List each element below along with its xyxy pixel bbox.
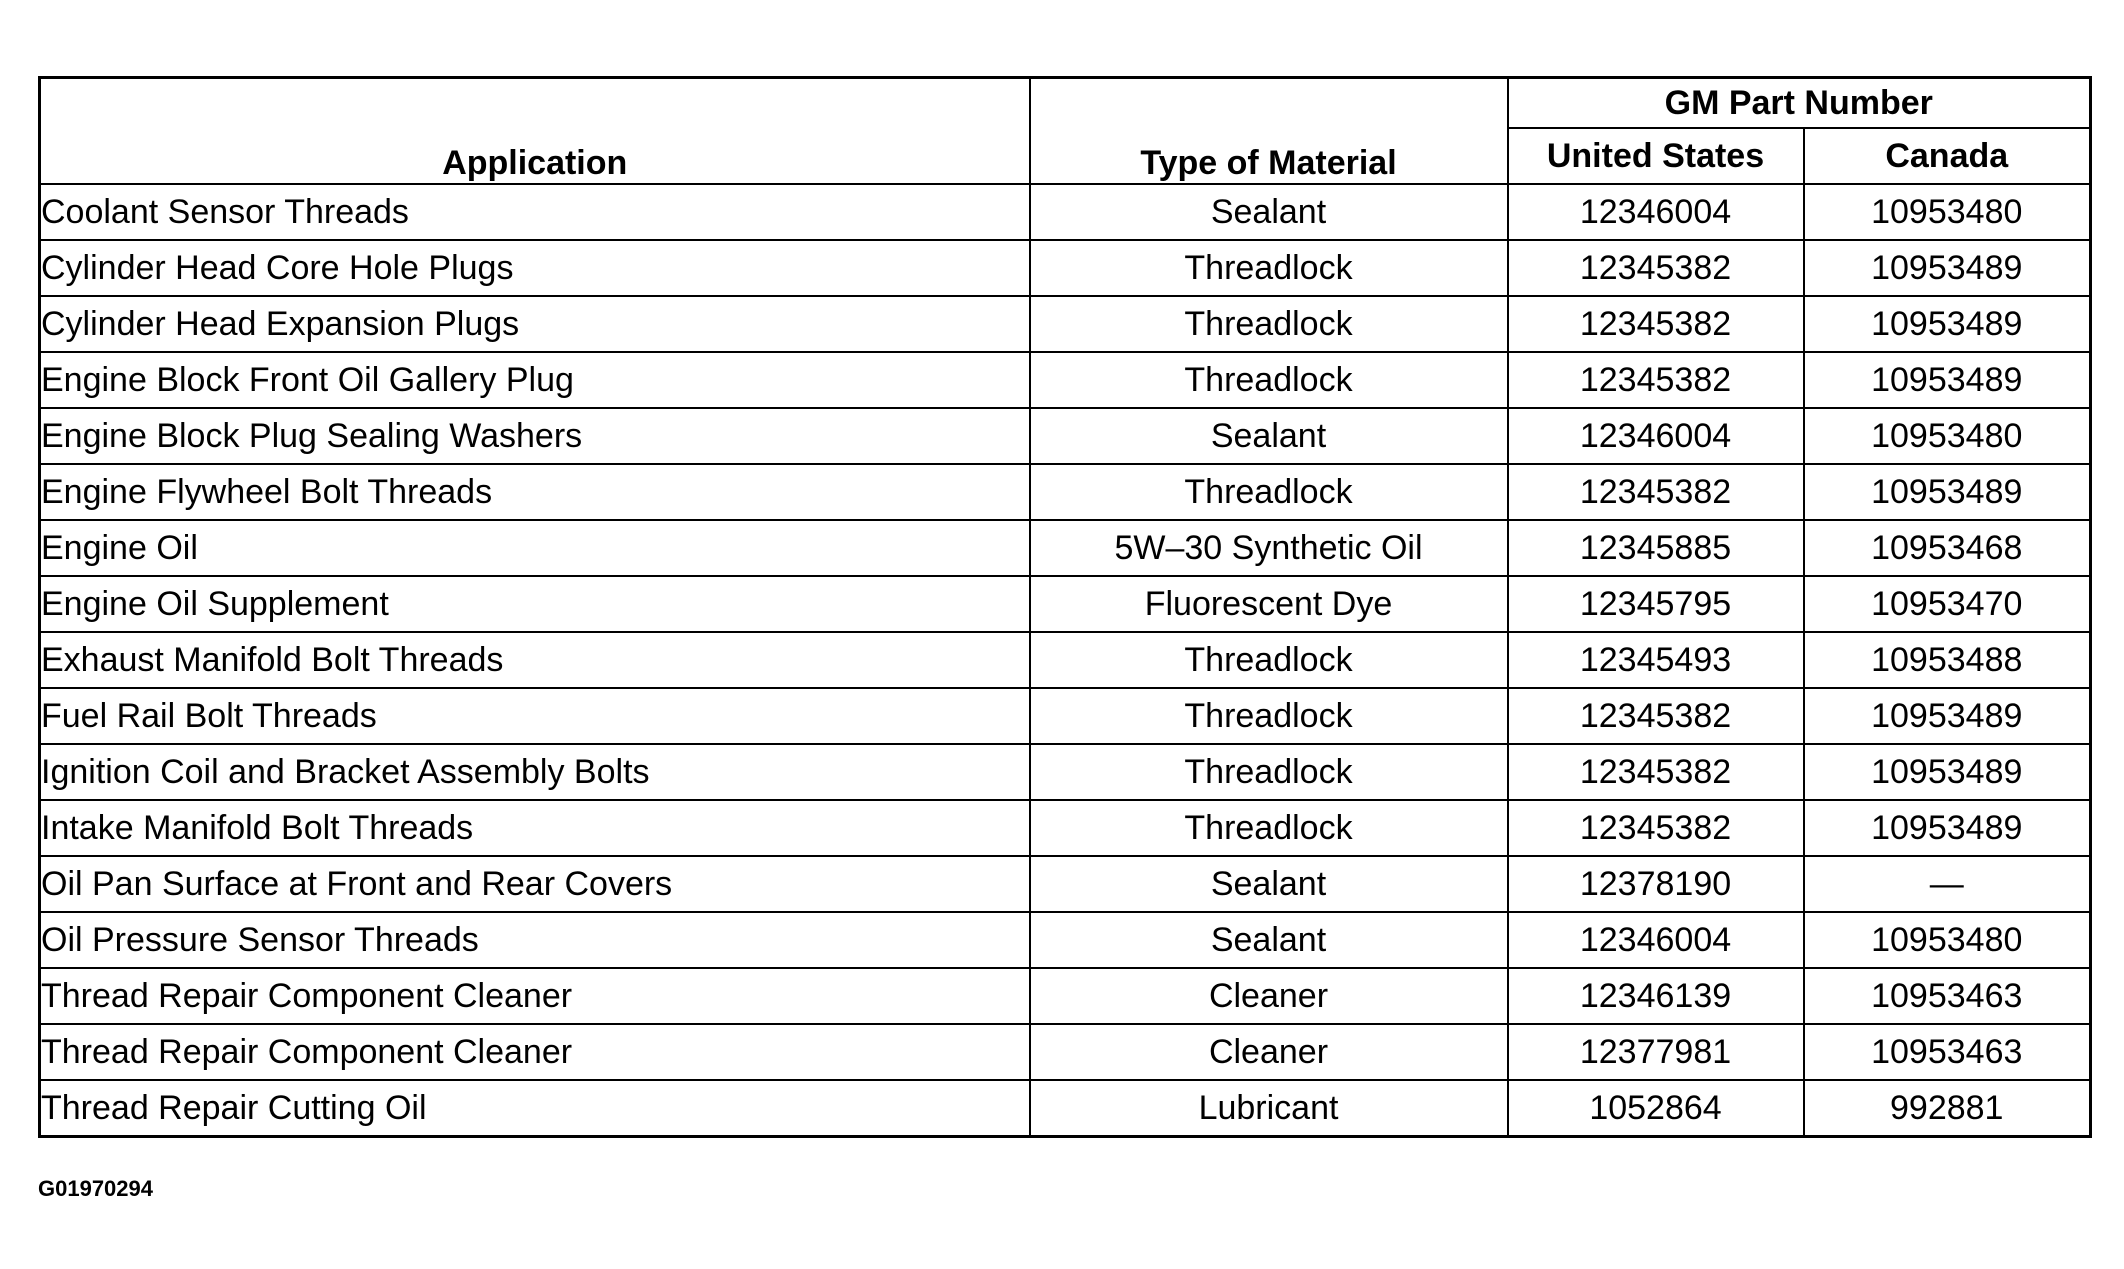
table-row: [40, 800, 2091, 856]
cell-us-part-number: 12346004: [1508, 912, 1804, 968]
cell-type-of-material: Sealant: [1030, 408, 1508, 464]
cell-application: Exhaust Manifold Bolt Threads: [40, 632, 1030, 688]
table-row: [40, 1024, 2091, 1080]
cell-us-part-number: 12345382: [1508, 800, 1804, 856]
cell-application: Engine Oil Supplement: [40, 576, 1030, 632]
header-united-states: United States: [1508, 128, 1804, 184]
cell-type-of-material: Threadlock: [1030, 744, 1508, 800]
cell-canada-part-number: 10953463: [1804, 1024, 2091, 1080]
cell-application: Oil Pan Surface at Front and Rear Covers: [40, 856, 1030, 912]
cell-us-part-number: 12345493: [1508, 632, 1804, 688]
cell-canada-part-number: 10953489: [1804, 688, 2091, 744]
header-canada: Canada: [1804, 128, 2091, 184]
table-row: [40, 520, 2091, 576]
cell-application: Cylinder Head Expansion Plugs: [40, 296, 1030, 352]
cell-us-part-number: 12345382: [1508, 464, 1804, 520]
cell-canada-part-number: 10953488: [1804, 632, 2091, 688]
table-row: [40, 1080, 2091, 1137]
parts-table-container: [38, 76, 2089, 1138]
cell-application: Thread Repair Component Cleaner: [40, 968, 1030, 1024]
cell-type-of-material: 5W–30 Synthetic Oil: [1030, 520, 1508, 576]
cell-us-part-number: 12346004: [1508, 408, 1804, 464]
cell-application: Engine Block Front Oil Gallery Plug: [40, 352, 1030, 408]
cell-canada-part-number: 10953480: [1804, 184, 2091, 240]
cell-canada-part-number: 10953489: [1804, 800, 2091, 856]
table-row: [40, 464, 2091, 520]
cell-type-of-material: Threadlock: [1030, 688, 1508, 744]
cell-us-part-number: 12345795: [1508, 576, 1804, 632]
header-application: Application: [40, 78, 1030, 185]
header-type-of-material: Type of Material: [1030, 78, 1508, 185]
cell-application: Intake Manifold Bolt Threads: [40, 800, 1030, 856]
table-row: [40, 352, 2091, 408]
table-row: [40, 688, 2091, 744]
cell-application: Engine Oil: [40, 520, 1030, 576]
cell-type-of-material: Threadlock: [1030, 240, 1508, 296]
cell-us-part-number: 12346004: [1508, 184, 1804, 240]
cell-application: Cylinder Head Core Hole Plugs: [40, 240, 1030, 296]
table-row: [40, 240, 2091, 296]
cell-canada-part-number: 10953480: [1804, 912, 2091, 968]
cell-application: Engine Block Plug Sealing Washers: [40, 408, 1030, 464]
table-row: [40, 968, 2091, 1024]
cell-canada-part-number: 10953468: [1804, 520, 2091, 576]
cell-canada-part-number: 992881: [1804, 1080, 2091, 1137]
cell-canada-part-number: 10953463: [1804, 968, 2091, 1024]
cell-type-of-material: Sealant: [1030, 912, 1508, 968]
cell-type-of-material: Threadlock: [1030, 632, 1508, 688]
cell-type-of-material: Cleaner: [1030, 968, 1508, 1024]
table-row: [40, 576, 2091, 632]
cell-application: Engine Flywheel Bolt Threads: [40, 464, 1030, 520]
cell-canada-part-number: 10953489: [1804, 464, 2091, 520]
cell-type-of-material: Cleaner: [1030, 1024, 1508, 1080]
cell-us-part-number: 1052864: [1508, 1080, 1804, 1137]
cell-application: Oil Pressure Sensor Threads: [40, 912, 1030, 968]
cell-us-part-number: 12346139: [1508, 968, 1804, 1024]
header-row-top: [40, 78, 2091, 129]
cell-canada-part-number: 10953480: [1804, 408, 2091, 464]
cell-us-part-number: 12345382: [1508, 688, 1804, 744]
cell-application: Fuel Rail Bolt Threads: [40, 688, 1030, 744]
cell-us-part-number: 12345382: [1508, 296, 1804, 352]
cell-canada-part-number: 10953489: [1804, 352, 2091, 408]
cell-type-of-material: Threadlock: [1030, 464, 1508, 520]
cell-canada-part-number: 10953489: [1804, 296, 2091, 352]
table-row: [40, 296, 2091, 352]
table-row: [40, 744, 2091, 800]
cell-us-part-number: 12345885: [1508, 520, 1804, 576]
cell-type-of-material: Threadlock: [1030, 352, 1508, 408]
cell-us-part-number: 12377981: [1508, 1024, 1804, 1080]
table-row: [40, 632, 2091, 688]
cell-us-part-number: 12345382: [1508, 352, 1804, 408]
cell-type-of-material: Sealant: [1030, 856, 1508, 912]
cell-canada-part-number: 10953489: [1804, 240, 2091, 296]
cell-type-of-material: Lubricant: [1030, 1080, 1508, 1137]
cell-application: Thread Repair Component Cleaner: [40, 1024, 1030, 1080]
table-row: [40, 408, 2091, 464]
cell-application: Ignition Coil and Bracket Assembly Bolts: [40, 744, 1030, 800]
cell-us-part-number: 12378190: [1508, 856, 1804, 912]
cell-us-part-number: 12345382: [1508, 240, 1804, 296]
sealants-parts-table: [38, 76, 2092, 1138]
cell-type-of-material: Threadlock: [1030, 800, 1508, 856]
cell-application: Thread Repair Cutting Oil: [40, 1080, 1030, 1137]
table-body: [40, 184, 2091, 1137]
table-row: [40, 912, 2091, 968]
table-header: [40, 78, 2091, 185]
cell-canada-part-number: 10953470: [1804, 576, 2091, 632]
cell-application: Coolant Sensor Threads: [40, 184, 1030, 240]
cell-type-of-material: Sealant: [1030, 184, 1508, 240]
table-row: [40, 856, 2091, 912]
cell-canada-part-number: 10953489: [1804, 744, 2091, 800]
cell-type-of-material: Fluorescent Dye: [1030, 576, 1508, 632]
table-row: [40, 184, 2091, 240]
cell-canada-part-number: —: [1804, 856, 2091, 912]
figure-id-label: G01970294: [38, 1176, 153, 1201]
header-gm-part-number: GM Part Number: [1508, 78, 2091, 129]
cell-type-of-material: Threadlock: [1030, 296, 1508, 352]
cell-us-part-number: 12345382: [1508, 744, 1804, 800]
